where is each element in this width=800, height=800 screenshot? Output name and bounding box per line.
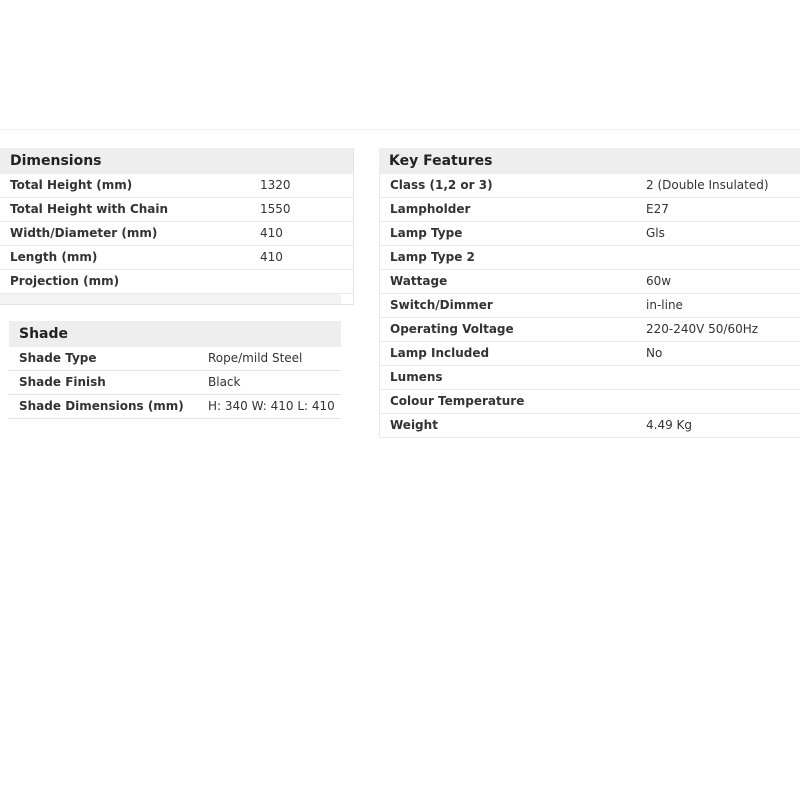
row-label: Weight [390,418,438,432]
table-row [379,222,800,246]
row-value: Gls [646,226,665,240]
table-row [0,174,353,198]
table-row [379,318,800,342]
row-label: Shade Finish [19,375,106,389]
row-value: Rope/mild Steel [208,351,303,365]
row-label: Total Height with Chain [10,202,169,216]
row-value: 2 (Double Insulated) [646,178,769,192]
row-value: H: 340 W: 410 L: 410 [208,399,335,413]
row-value: Black [208,375,241,389]
row-value: 410 [260,250,283,264]
row-value: 1550 [260,202,291,216]
shade-table [9,321,341,419]
row-label: Operating Voltage [390,322,514,336]
table-row [9,347,341,371]
row-label: Class (1,2 or 3) [390,178,493,192]
row-label: Wattage [390,274,448,288]
row-label: Width/Diameter (mm) [10,226,158,240]
row-value: 4.49 Kg [646,418,693,432]
row-label: Colour Temperature [390,394,525,408]
table-row [379,246,800,270]
table-row [0,246,353,270]
row-value: E27 [646,202,669,216]
shade-heading: Shade [9,321,341,347]
row-value: No [646,346,663,360]
row-label: Shade Type [19,351,97,365]
top-divider [0,129,800,130]
row-value: 220-240V 50/60Hz [646,322,759,336]
row-label: Lumens [390,370,443,384]
row-label: Total Height (mm) [10,178,133,192]
table-row [0,222,353,246]
key-features-table [379,148,800,438]
row-label: Length (mm) [10,250,98,264]
key-features-heading: Key Features [379,148,800,174]
dimensions-table [0,148,354,305]
row-value: 60w [646,274,672,288]
dimensions-heading: Dimensions [0,148,353,174]
table-row [379,294,800,318]
table-row [0,270,353,294]
table-row [379,174,800,198]
table-row [379,366,800,390]
table-row [379,390,800,414]
table-row [9,395,341,419]
table-footer-band [0,294,341,304]
row-label: Shade Dimensions (mm) [19,399,184,413]
row-value: 410 [260,226,283,240]
row-label: Lamp Type 2 [390,250,475,264]
row-label: Projection (mm) [10,274,120,288]
row-label: Lampholder [390,202,471,216]
table-row [9,371,341,395]
table-row [0,198,353,222]
row-value: 1320 [260,178,291,192]
table-row [379,342,800,366]
table-row [379,270,800,294]
table-row [379,414,800,438]
row-label: Switch/Dimmer [390,298,493,312]
row-label: Lamp Type [390,226,463,240]
row-value: in-line [646,298,683,312]
row-label: Lamp Included [390,346,490,360]
table-row [379,198,800,222]
